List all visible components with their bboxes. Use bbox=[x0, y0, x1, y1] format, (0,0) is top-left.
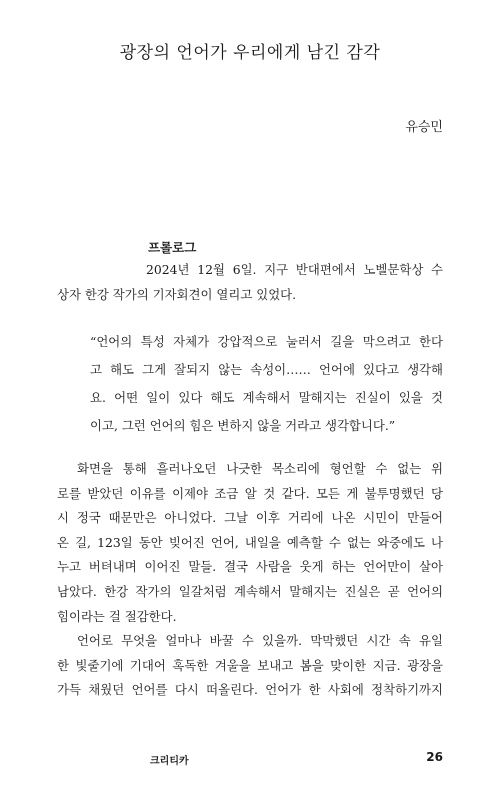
quote-line: 요. 어떤 일이 있다 해도 계속해서 말해지는 진실이 있을 것 bbox=[90, 390, 443, 405]
text-line: 상자 한강 작가의 기자회견이 열리고 있었다. bbox=[57, 286, 297, 302]
body-paragraph bbox=[57, 629, 443, 703]
text-line: 가득 채웠던 언어를 다시 떠올린다. 언어가 한 사회에 정착하기까지 bbox=[57, 682, 443, 698]
text-line: 로를 받았던 이유를 이제야 조금 알 것 같다. 모든 게 불투명했던 당 bbox=[57, 485, 443, 501]
text-line: 누고 버텨내며 이어진 말들. 결국 사람을 웃게 하는 언어만이 살아 bbox=[57, 559, 443, 575]
text-line: 시 정국 때문만은 아니었다. 그날 이후 거리에 나온 시민이 만들어 bbox=[57, 510, 443, 526]
text-line: 온 길, 123일 동안 빚어진 언어, 내일을 예측할 수 없는 와중에도 나 bbox=[57, 534, 443, 550]
intro-paragraph bbox=[57, 258, 443, 307]
page-number: 26 bbox=[426, 750, 443, 764]
text-line: 힘이라는 걸 절감한다. bbox=[57, 608, 177, 624]
section-heading: 프롤로그 bbox=[148, 240, 197, 255]
publication-name: 크리티카 bbox=[150, 756, 189, 767]
text-line: 남았다. 한강 작가의 일갈처럼 계속해서 말해지는 진실은 곧 언어의 bbox=[57, 583, 443, 599]
author-name: 유승민 bbox=[405, 120, 443, 135]
quote-line: 고 해도 그게 잘되지 않는 속성이…… 언어에 있다고 생각해 bbox=[90, 362, 443, 377]
article-title: 광장의 언어가 우리에게 남긴 감각 bbox=[119, 43, 381, 63]
text-line: 언어로 무엇을 얼마나 바꿀 수 있을까. 막막했던 시간 속 유일 bbox=[77, 633, 443, 648]
text-line: 화면을 통해 흘러나오던 나긋한 목소리에 형언할 수 없는 위 bbox=[77, 461, 443, 476]
block-quote bbox=[90, 328, 443, 440]
text-line: 한 빛줄기에 기대어 혹독한 겨울을 보내고 봄을 맞이한 지금. 광장을 bbox=[57, 657, 443, 673]
body-paragraph bbox=[57, 457, 443, 629]
quote-line: “언어의 특성 자체가 강압적으로 눌러서 길을 막으려고 한다 bbox=[90, 334, 443, 349]
text-line: 2024년 12월 6일. 지구 반대편에서 노벨문학상 수 bbox=[146, 262, 443, 277]
quote-line: 이고, 그런 언어의 힘은 변하지 않을 거라고 생각합니다.” bbox=[90, 418, 396, 433]
